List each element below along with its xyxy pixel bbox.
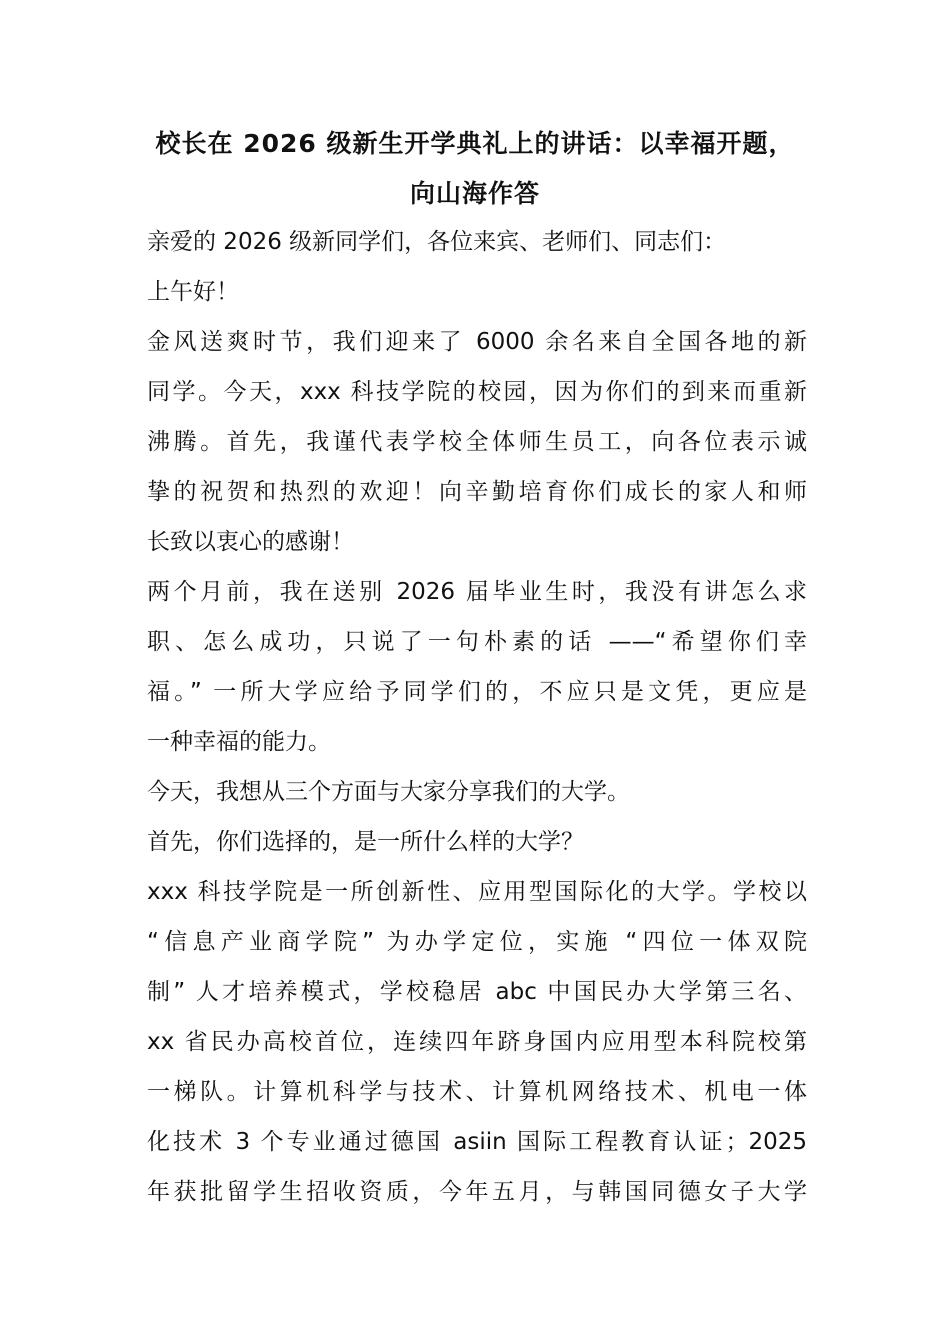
paragraph-line: 化技术 3 个专业通过德国 asiin 国际工程教育认证；2025 — [147, 1129, 807, 1155]
paragraph-line: 今天，我想从三个方面与大家分享我们的大学。 — [147, 779, 630, 805]
paragraph-welcome — [147, 317, 807, 567]
paragraph-line: 职、怎么成功，只说了一句朴素的话 ——“希望你们幸 — [147, 629, 807, 655]
paragraph-greeting — [147, 267, 807, 317]
paragraph-three-aspects — [147, 767, 807, 817]
paragraph-line: 年获批留学生招收资质，今年五月，与韩国同德女子大学 — [147, 1179, 807, 1205]
paragraph-line: 制” 人才培养模式，学校稳居 abc 中国民办大学第三名、 — [147, 979, 807, 1005]
paragraph-line: “信息产业商学院” 为办学定位，实施 “四位一体双院 — [147, 929, 807, 955]
paragraph-salutation — [147, 217, 807, 267]
paragraph-line: xx 省民办高校首位，连续四年跻身国内应用型本科院校第 — [147, 1029, 807, 1055]
paragraph-line: 一种幸福的能力。 — [147, 729, 331, 755]
paragraph-line: 上午好！ — [147, 279, 239, 305]
paragraph-line: 一梯队。计算机科学与技术、计算机网络技术、机电一体 — [147, 1079, 807, 1105]
paragraph-school-intro — [147, 867, 807, 1217]
paragraph-line: 金风送爽时节，我们迎来了 6000 余名来自全国各地的新 — [147, 329, 807, 355]
paragraph-line: 长致以衷心的感谢！ — [147, 529, 354, 555]
paragraph-line: 福。” 一所大学应给予同学们的，不应只是文凭，更应是 — [147, 679, 807, 705]
paragraph-question — [147, 817, 807, 867]
paragraph-line: xxx 科技学院是一所创新性、应用型国际化的大学。学校以 — [147, 879, 807, 905]
paragraph-line: 沸腾。首先，我谨代表学校全体师生员工，向各位表示诚 — [147, 429, 807, 455]
paragraph-line: 两个月前，我在送别 2026 届毕业生时，我没有讲怎么求 — [147, 579, 807, 605]
paragraph-line: 亲爱的 2026 级新同学们，各位来宾、老师们、同志们： — [147, 229, 727, 255]
paragraph-happiness — [147, 567, 807, 767]
paragraph-line: 同学。今天，xxx 科技学院的校园，因为你们的到来而重新 — [147, 379, 807, 405]
paragraph-line: 首先，你们选择的，是一所什么样的大学？ — [147, 829, 584, 855]
document-title-line-2: 向山海作答 — [409, 179, 540, 208]
document-title-line-1: 校长在 2026 级新生开学典礼上的讲话：以幸福开题， — [155, 129, 795, 158]
paragraph-line: 挚的祝贺和热烈的欢迎！向辛勤培育你们成长的家人和师 — [147, 479, 807, 505]
